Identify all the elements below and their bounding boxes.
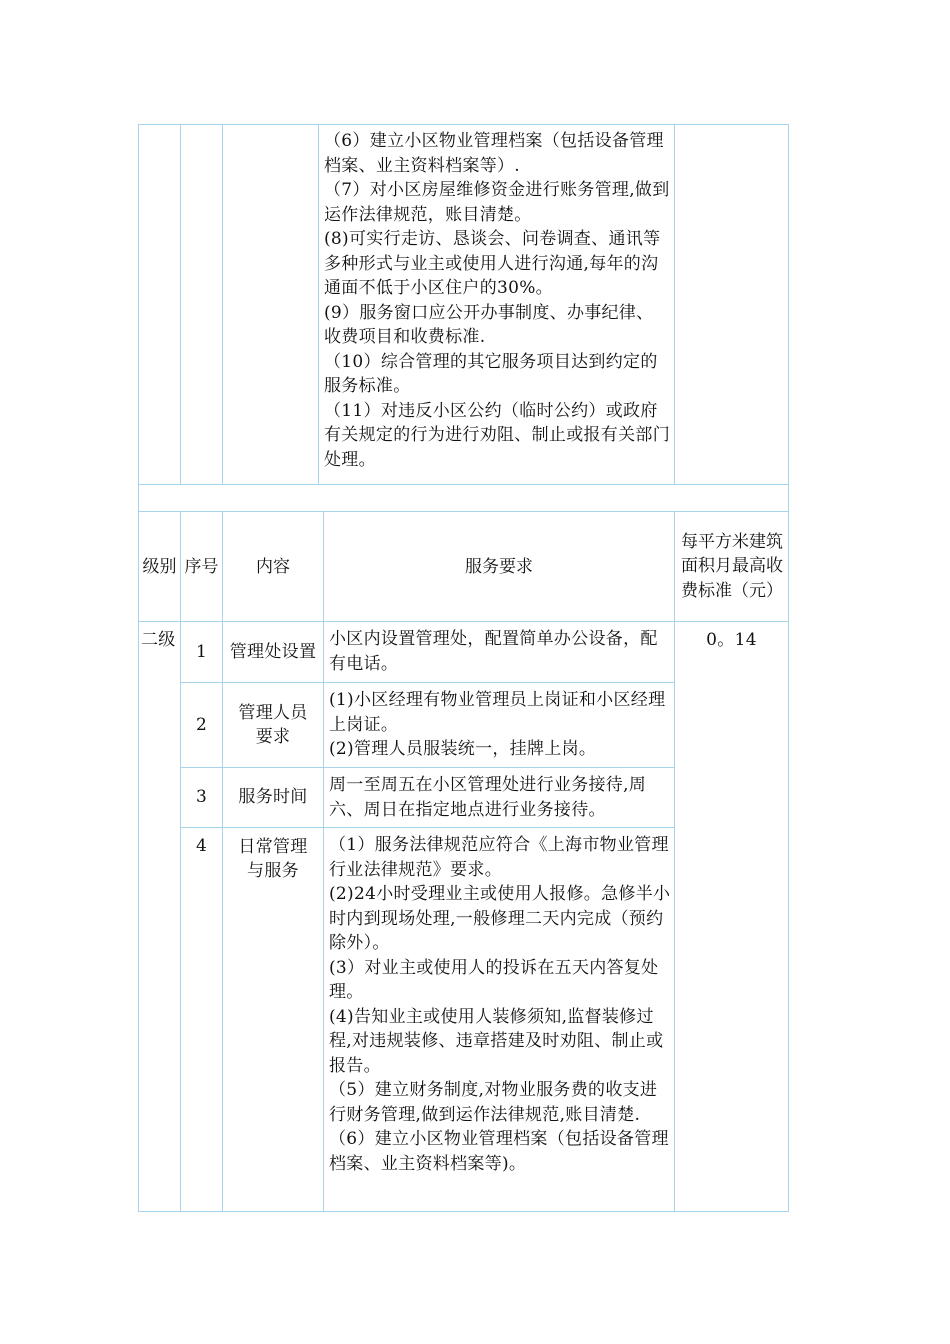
requirement-item: (9）服务窗口应公开办事制度、办事纪律、收费项目和收费标准.	[324, 302, 654, 347]
row-seq: 3	[195, 786, 208, 807]
header-fee: 每平方米建筑面积月最高收费标准（元）	[681, 531, 783, 601]
requirement-item: （7）对小区房屋维修资金进行账务管理,做到运作法律规范，账目清楚。	[324, 180, 670, 225]
fee-value: 0。14	[706, 630, 757, 650]
row-seq: 2	[195, 714, 208, 735]
header-requirement: 服务要求	[465, 556, 533, 577]
header-content: 内容	[256, 556, 290, 577]
requirement-item: （10）综合管理的其它服务项目达到约定的服务标准。	[324, 351, 658, 396]
row-requirement: （1）服务法律规范应符合《上海市物业管理行业法律规范》要求。 (2)24小时受理业主或使用人报修。急修半小时内到现场处理,一般修理二天内完成（预约除外）。 (3）对业主或使用人的投诉在五天内答复处理。 (4)告知业主或使用人装修须知,监督装修过程,对违规装修、违章搭建及时劝阻、制止或报告。 （5）建立财务制度,对物业服务费的收支进行财务管理,做到运作法律规范,账目清楚. （6）建立小区物业管理档案（包括设备管理档案、业主资料档案等)。	[329, 835, 671, 1174]
requirement-item: （11）对违反小区公约（临时公约）或政府有关规定的行为进行劝阻、制止或报有关部门处理。	[324, 400, 670, 470]
top-block-requirements	[324, 129, 670, 472]
row-content: 日常管理与服务	[238, 836, 308, 881]
row-seq: 1	[195, 641, 208, 662]
row-requirement: (1)小区经理有物业管理员上岗证和小区经理上岗证。 (2)管理人员服装统一，挂牌上岗。	[329, 690, 666, 759]
row-seq: 4	[195, 835, 208, 856]
level-value: 二级	[141, 630, 176, 650]
requirement-item: （6）建立小区物业管理档案（包括设备管理档案、业主资料档案等）.	[324, 131, 664, 176]
header-seq: 序号	[184, 556, 219, 577]
row-requirement: 周一至周五在小区管理处进行业务接待,周六、周日在指定地点进行业务接待。	[329, 775, 647, 820]
row-content: 服务时间	[238, 786, 308, 807]
row-content: 管理人员要求	[238, 702, 308, 747]
row-content: 管理处设置	[229, 641, 317, 662]
header-level: 级别	[142, 556, 177, 577]
requirement-item: (8)可实行走访、恳谈会、问卷调查、通讯等多种形式与业主或使用人进行沟通,每年的沟通面不低于小区住户的30%。	[324, 229, 661, 298]
row-requirement: 小区内设置管理处，配置简单办公设备，配有电话。	[329, 629, 658, 674]
